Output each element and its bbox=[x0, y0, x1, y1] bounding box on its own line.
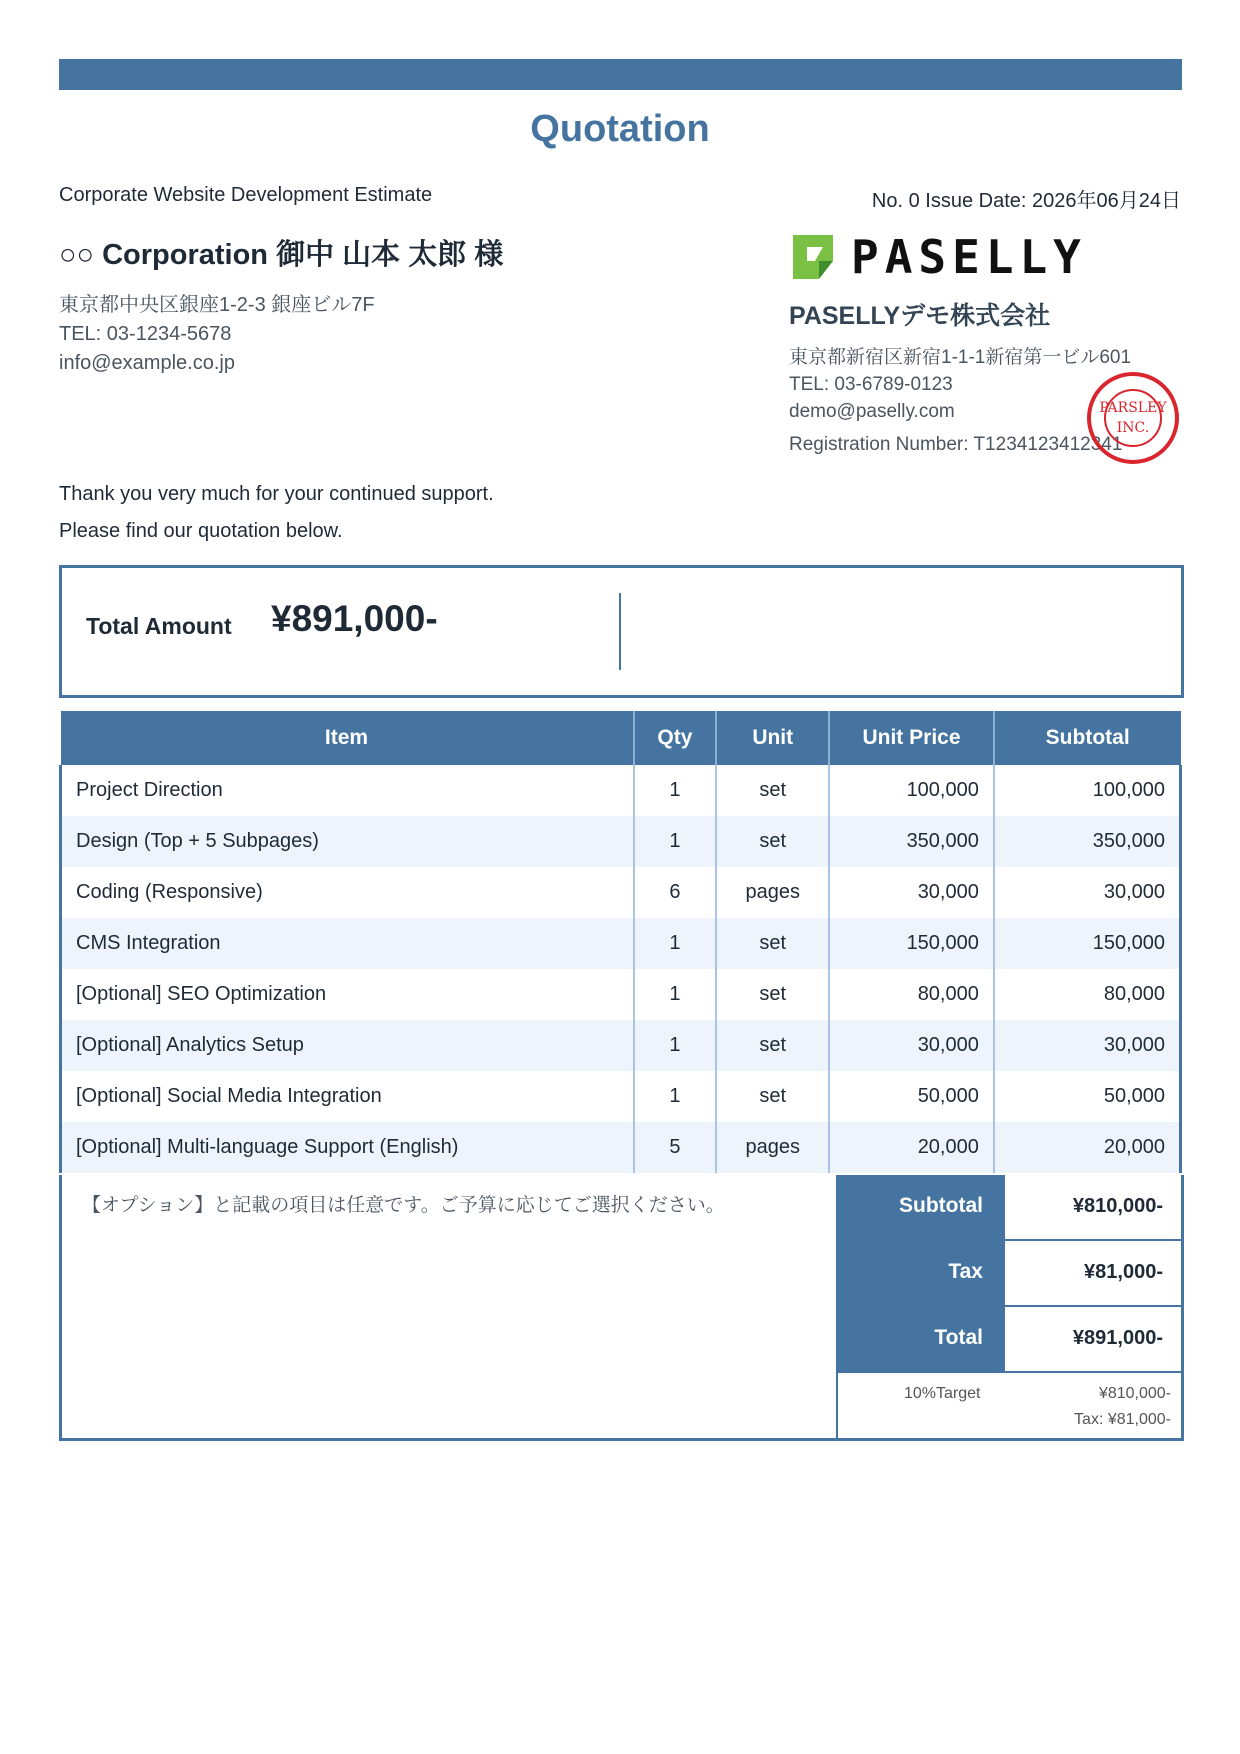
client-name: ○○ Corporation 御中 山本 太郎 様 bbox=[59, 239, 504, 271]
item-subtotal: 150,000 bbox=[994, 918, 1181, 969]
company-info bbox=[789, 344, 1131, 458]
table-row bbox=[61, 969, 1181, 1020]
tax-target-value: ¥810,000- bbox=[1098, 1385, 1171, 1402]
issue-date-label: Issue Date: bbox=[925, 190, 1027, 212]
item-qty: 6 bbox=[634, 867, 717, 918]
item-name: CMS Integration bbox=[61, 918, 634, 969]
leaf-logo-icon bbox=[789, 231, 837, 283]
item-unit: set bbox=[716, 765, 829, 816]
grand-total-row bbox=[838, 1307, 1183, 1373]
item-unit: set bbox=[716, 1020, 829, 1071]
greeting-line-2: Please find our quotation below. bbox=[59, 520, 343, 542]
total-amount-value: ¥891,000- bbox=[271, 598, 438, 639]
table-row bbox=[61, 867, 1181, 918]
item-subtotal: 30,000 bbox=[994, 867, 1181, 918]
greeting-line-1: Thank you very much for your continued support. bbox=[59, 483, 494, 505]
item-subtotal: 50,000 bbox=[994, 1071, 1181, 1122]
item-qty: 1 bbox=[634, 969, 717, 1020]
item-unit-price: 30,000 bbox=[829, 1020, 994, 1071]
client-address: 東京都中央区銀座1-2-3 銀座ビル7F bbox=[59, 294, 375, 316]
svg-text:INC.: INC. bbox=[1116, 420, 1150, 436]
table-row bbox=[61, 1020, 1181, 1071]
item-subtotal: 20,000 bbox=[994, 1122, 1181, 1173]
subtotal-label: Subtotal bbox=[838, 1175, 1003, 1239]
item-name: [Optional] Social Media Integration bbox=[61, 1071, 634, 1122]
company-tel: TEL: 03-6789-0123 bbox=[789, 374, 953, 395]
item-unit-price: 100,000 bbox=[829, 765, 994, 816]
item-name: Design (Top + 5 Subpages) bbox=[61, 816, 634, 867]
item-qty: 1 bbox=[634, 1071, 717, 1122]
document-title: Quotation bbox=[530, 108, 710, 150]
company-address: 東京都新宿区新宿1-1-1新宿第一ビル601 bbox=[789, 347, 1132, 368]
svg-text:PARSLEY: PARSLEY bbox=[1099, 400, 1167, 416]
item-qty: 1 bbox=[634, 918, 717, 969]
item-unit-price: 30,000 bbox=[829, 867, 994, 918]
item-unit-price: 20,000 bbox=[829, 1122, 994, 1173]
subtotal-row bbox=[838, 1175, 1183, 1241]
item-subtotal: 350,000 bbox=[994, 816, 1181, 867]
item-unit: set bbox=[716, 1071, 829, 1122]
total-box-divider bbox=[619, 593, 621, 670]
issue-date: 2026年06月24日 bbox=[1032, 190, 1181, 212]
header-accent-bar bbox=[59, 59, 1182, 90]
item-unit-price: 350,000 bbox=[829, 816, 994, 867]
totals-grid bbox=[836, 1175, 1183, 1438]
table-row bbox=[61, 1071, 1181, 1122]
table-header-row bbox=[61, 711, 1181, 765]
item-name: [Optional] Multi-language Support (English) bbox=[61, 1122, 634, 1173]
total-amount-box bbox=[59, 565, 1184, 698]
optional-items-note: 【オプション】と記載の項目は任意です。ご予算に応じてご選択ください。 bbox=[82, 1195, 725, 1216]
tax-breakdown bbox=[838, 1373, 1183, 1437]
item-unit: set bbox=[716, 969, 829, 1020]
item-unit-price: 50,000 bbox=[829, 1071, 994, 1122]
header-unit-price: Unit Price bbox=[829, 711, 994, 765]
item-qty: 5 bbox=[634, 1122, 717, 1173]
quotation-subject: Corporate Website Development Estimate bbox=[59, 184, 433, 206]
company-seal-icon bbox=[1085, 370, 1181, 466]
client-tel: TEL: 03-1234-5678 bbox=[59, 323, 232, 345]
table-row bbox=[61, 765, 1181, 816]
item-subtotal: 30,000 bbox=[994, 1020, 1181, 1071]
item-name: Coding (Responsive) bbox=[61, 867, 634, 918]
summary-section bbox=[59, 1175, 1184, 1441]
table-row bbox=[61, 1122, 1181, 1173]
item-name: [Optional] SEO Optimization bbox=[61, 969, 634, 1020]
company-name: PASELLYデモ株式会社 bbox=[789, 302, 1051, 330]
tax-label: Tax bbox=[838, 1241, 1003, 1305]
tax-value: ¥81,000- bbox=[1003, 1241, 1183, 1305]
table-row bbox=[61, 918, 1181, 969]
total-amount-label: Total Amount bbox=[86, 613, 232, 639]
item-unit-price: 150,000 bbox=[829, 918, 994, 969]
header-qty: Qty bbox=[634, 711, 717, 765]
item-qty: 1 bbox=[634, 765, 717, 816]
company-logo bbox=[789, 231, 1087, 283]
logo-wordmark: PASELLY bbox=[851, 230, 1087, 284]
header-item: Item bbox=[61, 711, 634, 765]
greeting bbox=[59, 476, 494, 550]
item-unit: pages bbox=[716, 1122, 829, 1173]
item-unit-price: 80,000 bbox=[829, 969, 994, 1020]
client-info bbox=[59, 291, 375, 378]
header-subtotal: Subtotal bbox=[994, 711, 1181, 765]
subtotal-value: ¥810,000- bbox=[1003, 1175, 1183, 1239]
item-qty: 1 bbox=[634, 1020, 717, 1071]
tax-row bbox=[838, 1241, 1183, 1307]
tax-breakdown-value: Tax: ¥81,000- bbox=[1074, 1411, 1171, 1428]
item-unit: pages bbox=[716, 867, 829, 918]
table-row bbox=[61, 816, 1181, 867]
item-name: Project Direction bbox=[61, 765, 634, 816]
quotation-number: No. 0 bbox=[871, 190, 920, 212]
document-meta bbox=[872, 184, 1181, 213]
line-items-table bbox=[59, 711, 1182, 1173]
company-email: demo@paselly.com bbox=[789, 401, 955, 422]
item-name: [Optional] Analytics Setup bbox=[61, 1020, 634, 1071]
grand-total-value: ¥891,000- bbox=[1003, 1307, 1183, 1371]
tax-target-label: 10%Target bbox=[904, 1385, 981, 1402]
client-email: info@example.co.jp bbox=[59, 352, 235, 374]
item-unit: set bbox=[716, 816, 829, 867]
header-unit: Unit bbox=[716, 711, 829, 765]
item-subtotal: 80,000 bbox=[994, 969, 1181, 1020]
item-unit: set bbox=[716, 918, 829, 969]
item-qty: 1 bbox=[634, 816, 717, 867]
item-subtotal: 100,000 bbox=[994, 765, 1181, 816]
registration-number: Registration Number: T1234123412341 bbox=[789, 434, 1123, 455]
grand-total-label: Total bbox=[838, 1307, 1003, 1371]
